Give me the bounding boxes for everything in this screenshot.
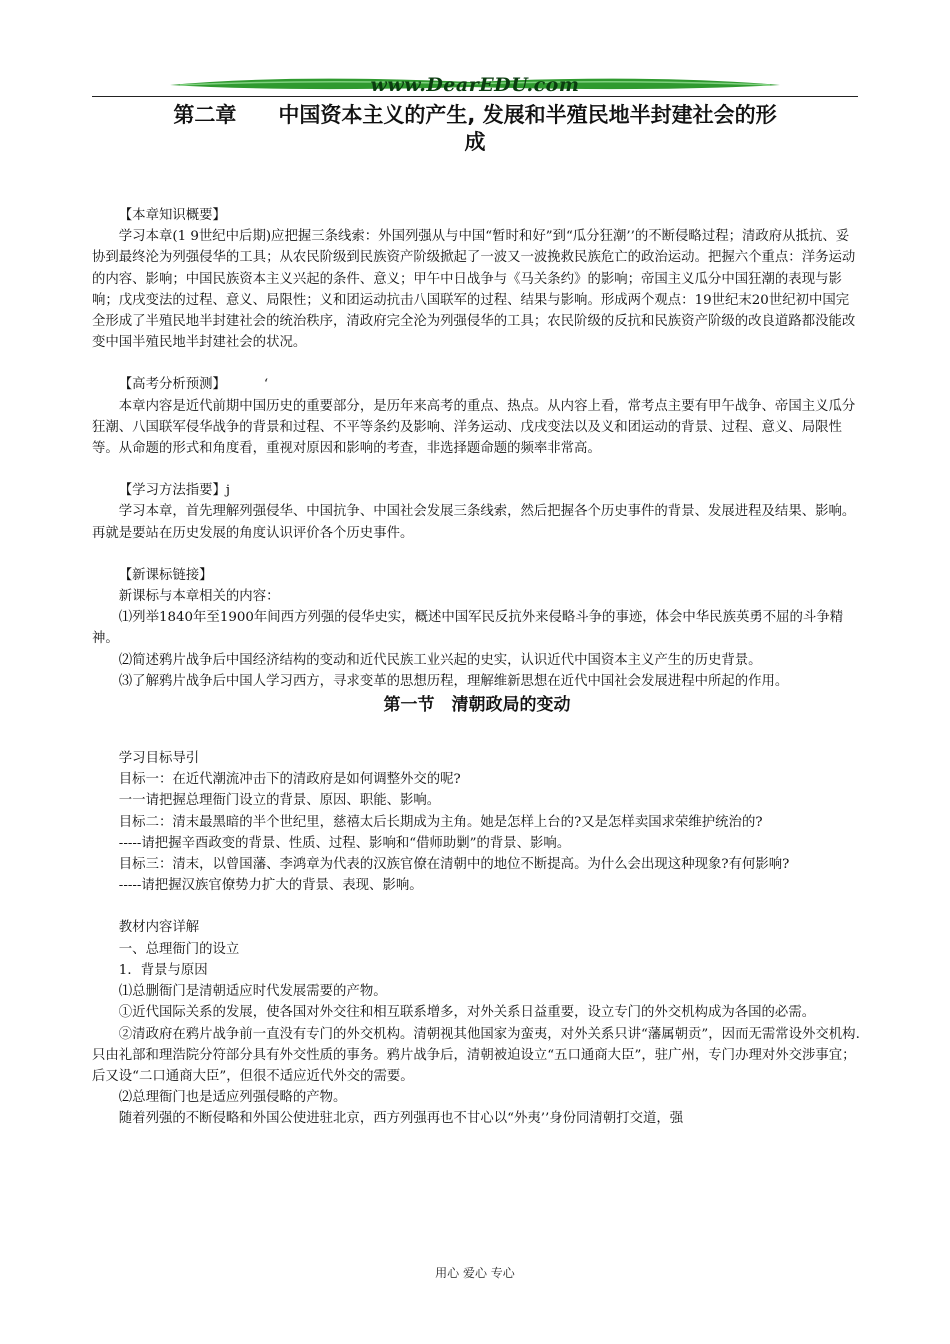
curriculum-heading: 【新课标链接】	[118, 567, 213, 583]
method-heading: 【学习方法指要】	[118, 483, 226, 499]
goal-2-note: -----请把握辛酉政变的背景、性质、过程、影响和“借师助剿”的背景、影响。	[118, 835, 571, 851]
site-logo	[170, 72, 780, 98]
textbook-sub-1: 1．背景与原因	[118, 962, 208, 978]
forecast-heading: 【高考分析预测】	[118, 377, 226, 393]
overview-body: 学习本章(1 9世纪中后期)应把握三条线索：外国列强从与中国“暂时和好”到“瓜分狂潮’’的不断侵略过程；清政府从抵抗、妥协到最终沦为列强侵华的工具；从农民阶级到民族资产阶级掀起了一波又一波挽救民族危亡的政治运动。把握六个重点：洋务运动的内容、影响；中国民族资本主义兴起的条件、意义；甲午中日战争与《马关条约》的影响；帝国主义瓜分中国狂潮的表现与影响；戊戌变法的过程、意义、局限性；义和团运动抗击八国联军的过程、结果与影响。形成两个观点：19世纪末20世纪初中国完全形成了半殖民地半封建社会的统治秩序，清政府完全沦为列强侵华的工具；农民阶级的反抗和民族资产阶级的改良道路都没能改变中国半殖民地半封建社会的状况。	[92, 229, 856, 351]
curriculum-item-1: ⑴列举1840年至1900年间西方列强的侵华史实，概述中国军民反抗外来侵略斗争的事迹，体会中华民族英勇不屈的斗争精神。	[92, 610, 844, 647]
chapter-title-line1: 第二章 中国资本主义的产生, 发展和半殖民地半封建社会的形	[173, 103, 777, 127]
document-body	[92, 205, 862, 1130]
forecast-heading-line	[92, 374, 862, 395]
goal-1-note: 一一请把握总理衙门设立的背景、原因、职能、影响。	[118, 793, 441, 809]
page-footer: 用心 爱心 专心	[435, 1266, 515, 1280]
goals-heading: 学习目标导引	[118, 751, 200, 767]
method-heading-line	[92, 480, 862, 501]
goal-3-note: -----请把握汉族官僚势力扩大的背景、表现、影响。	[118, 878, 423, 894]
method-stray-mark: j	[225, 483, 231, 499]
curriculum-intro: 新课标与本章相关的内容：	[118, 589, 280, 605]
textbook-part-1: 一、总理衙门的设立	[118, 941, 240, 957]
goal-3: 目标三：清末，以曾国藩、李鸿章为代表的汉族官僚在清朝中的地位不断提高。为什么会出现这种现象?有何影响?	[118, 857, 790, 873]
forecast-body: 本章内容是近代前期中国历史的重要部分，是历年来高考的重点、热点。从内容上看，常考点主要有甲午战争、帝国主义瓜分狂潮、八国联军侵华战争的背景和过程、不平等条约及影响、洋务运动、戊戌变法以及义和团运动的背景、过程、意义、局限性等。从命题的形式和角度看，重视对原因和影响的考查，非选择题命题的频率非常高。	[92, 398, 856, 457]
site-url: www.DearEDU.com	[370, 74, 580, 96]
header-rule	[92, 96, 858, 97]
chapter-title-line2: 成	[464, 130, 486, 154]
textbook-p5: 随着列强的不断侵略和外国公使进驻北京，西方列强再也不甘心以“外夷’’身份同清朝打交道，强	[118, 1111, 684, 1127]
textbook-heading: 教材内容详解	[118, 920, 200, 936]
goal-1: 目标一：在近代潮流冲击下的清政府是如何调整外交的呢?	[118, 772, 461, 788]
overview-heading: 【本章知识概要】	[118, 208, 226, 223]
chapter-title	[92, 102, 858, 156]
section-title: 第一节 清朝政局的变动	[383, 695, 571, 716]
curriculum-item-3: ⑶了解鸦片战争后中国人学习西方，寻求变革的思想历程，理解维新思想在近代中国社会发展进程中所起的作用。	[118, 673, 789, 689]
textbook-p4: ⑵总理衙门也是适应列强侵略的产物。	[118, 1090, 347, 1106]
textbook-p1: ⑴总删衙门是清朝适应时代发展需要的产物。	[118, 984, 387, 1000]
method-body: 学习本章，首先理解列强侵华、中国抗争、中国社会发展三条线索，然后把握各个历史事件的背景、发展进程及结果、影响。再就是要站在历史发展的角度认识评价各个历史事件。	[92, 504, 856, 541]
forecast-stray-mark: ‘	[263, 377, 269, 393]
goal-2: 目标二：清末最黑暗的半个世纪里，慈禧太后长期成为主角。她是怎样上台的?又是怎样卖国求荣维护统治的?	[118, 814, 763, 830]
textbook-p2: ①近代国际关系的发展，使各国对外交往和相互联系增多，对外关系日益重要，设立专门的外交机构成为各国的必需。	[118, 1005, 816, 1021]
curriculum-item-2: ⑵简述鸦片战争后中国经济结构的变动和近代民族工业兴起的史实，认识近代中国资本主义产生的历史背景。	[118, 652, 762, 668]
textbook-p3: ②清政府在鸦片战争前一直没有专门的外交机构。清朝视其他国家为蛮夷，对外关系只讲“藩属朝贡”，因而无需常设外交机构. 只由礼部和理浩院分符部分具有外交性质的事务。鸦片战争后，清朝被迫设立“五口通商大臣”，驻广州，专门办理对外交涉事宜；后又设“二口通商大臣”，但很不适应近代外交的需要。	[92, 1026, 860, 1084]
